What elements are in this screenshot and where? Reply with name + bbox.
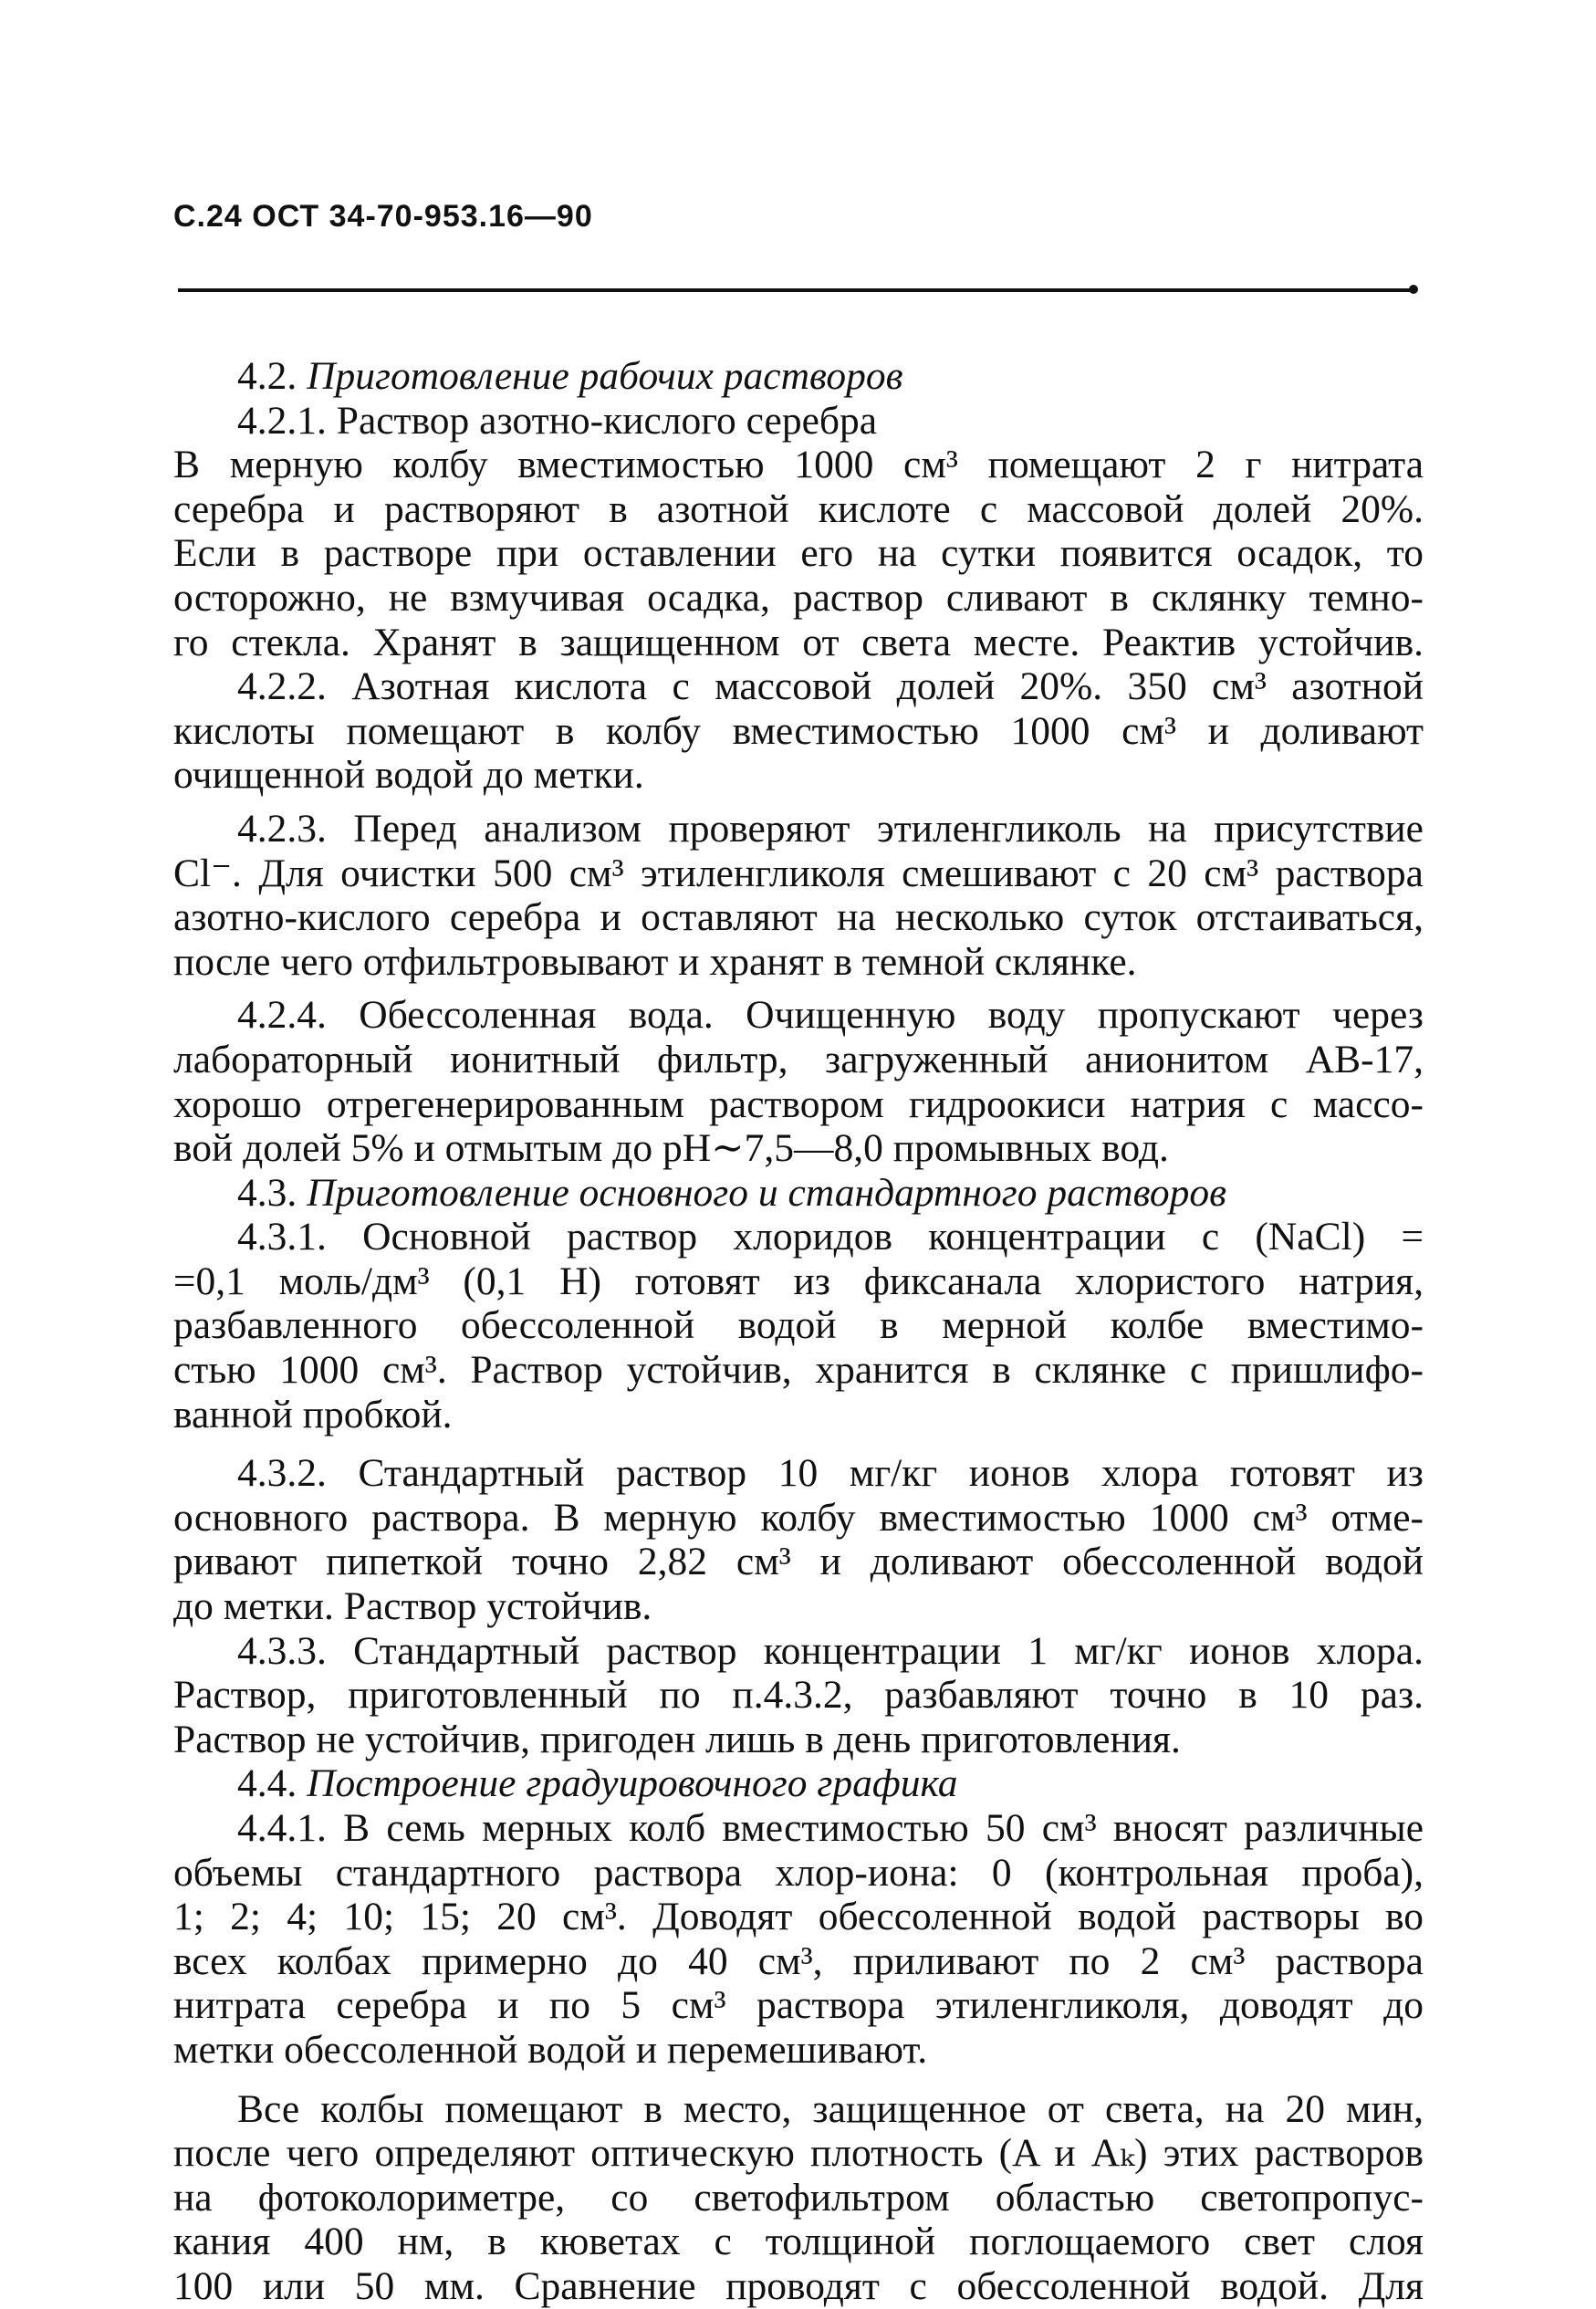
text-line: 4.4.1. В семь мерных колб вместимостью 50 см³ вносят различные [237, 1806, 1424, 1850]
text-line: нитрата серебра и по 5 см³ раствора этиленгликоля, доводят до [173, 1983, 1424, 2028]
text-line: разбавленного обессоленной водой в мерной колбе вместимо- [173, 1303, 1424, 1348]
text-line: 4.2.2. Азотная кислота с массовой долей 20%. 350 см³ азотной [237, 664, 1424, 709]
text-line: до метки. Раствор устойчив. [173, 1584, 652, 1629]
text-line: ванной пробкой. [173, 1392, 453, 1437]
text-line: серебра и растворяют в азотной кислоте с массовой долей 20%. [173, 486, 1424, 531]
section-heading-4-3 [173, 1171, 1424, 1216]
text-line: осторожно, не взмучивая осадка, раствор сливают в склянку темно- [173, 575, 1424, 620]
text-line: стью 1000 см³. Раствор устойчив, хранится в склянке с пришлифо- [173, 1348, 1424, 1393]
text-line: 4.3.3. Стандартный раствор концентрации 1 мг/кг ионов хлора. [237, 1628, 1424, 1673]
text-line: Если в растворе при оставлении его на сутки появится осадок, то [173, 531, 1424, 576]
text-line: всех колбах примерно до 40 см³, приливают по 2 см³ раствора [173, 1938, 1424, 1983]
text-line: го стекла. Хранят в защищенном от света месте. Реактив устойчив. [173, 620, 1424, 664]
text-line: 4.2.3. Перед анализом проверяют этиленгликоль на присутствие [237, 806, 1424, 851]
paragraph-gap [173, 2073, 1424, 2087]
section-title: Приготовление основного и стандартного растворов [307, 1170, 1227, 1215]
text-line: после чего отфильтровывают и хранят в темной склянке. [173, 939, 1137, 984]
text-line: Все колбы помещают в место, защищенное от света, на 20 мин, [237, 2086, 1424, 2131]
section-title: Приготовление рабочих растворов [307, 354, 903, 398]
text-line: 4.3.1. Основной раствор хлоридов концентрации c (NaCl) = [237, 1215, 1424, 1259]
text-line: =0,1 моль/дм³ (0,1 Н) готовят из фиксанала хлористого натрия, [173, 1259, 1424, 1303]
text-line: 4.2.4. Обессоленная вода. Очищенную воду пропускают через [237, 993, 1424, 1038]
text-line: основного раствора. В мерную колбу вместимостью 1000 см³ отме- [173, 1495, 1424, 1540]
subsection-heading: 4.2.1. Раствор азотно-кислого серебра [237, 398, 878, 443]
text-line: 100 или 50 мм. Сравнение проводят с обессоленной водой. Для [173, 2263, 1424, 2308]
text-line: Раствор не устойчив, пригоден лишь в день приготовления. [173, 1717, 1181, 1761]
header-rule-end-mark [1409, 285, 1418, 294]
section-title: Построение градуировочного графика [307, 1761, 958, 1806]
document-body [173, 354, 1424, 2309]
section-heading-4-2 [173, 354, 1424, 399]
section-number: 4.2. [237, 354, 297, 398]
text-line: ривают пипеткой точно 2,82 см³ и доливают обессоленной водой [173, 1540, 1424, 1584]
text-line: объемы стандартного раствора хлор-иона: 0 (контрольная проба), [173, 1850, 1424, 1895]
text-line: 1; 2; 4; 10; 15; 20 см³. Доводят обессоленной водой растворы во [173, 1895, 1424, 1939]
text-line: метки обессоленной водой и перемешивают. [173, 2027, 928, 2072]
text-line: после чего определяют оптическую плотность (A и Aₖ) этих растворов [173, 2131, 1424, 2176]
text-line: кания 400 нм, в кюветах с толщиной поглощаемого свет слоя [173, 2220, 1424, 2264]
text-line: Раствор, приготовленный по п.4.3.2, разбавляют точно в 10 раз. [173, 1673, 1424, 1718]
text-line: кислоты помещают в колбу вместимостью 1000 см³ и доливают [173, 708, 1424, 753]
text-line: Cl⁻. Для очистки 500 см³ этиленгликоля смешивают с 20 см³ раствора [173, 851, 1424, 895]
paragraph-gap [173, 798, 1424, 807]
text-line: лабораторный ионитный фильтр, загруженный анионитом АВ-17, [173, 1037, 1424, 1081]
section-number: 4.4. [237, 1761, 297, 1806]
section-heading-4-4 [173, 1761, 1424, 1806]
text-line: азотно-кислого серебра и оставляют на несколько суток отстаиваться, [173, 895, 1424, 940]
header-rule [178, 288, 1414, 292]
text-line: очищенной водой до метки. [173, 753, 644, 798]
text-line: хорошо отрегенерированным раствором гидроокиси натрия с массо- [173, 1081, 1424, 1126]
paragraph-gap [173, 1437, 1424, 1451]
paragraph-gap [173, 984, 1424, 993]
text-line: В мерную колбу вместимостью 1000 см³ помещают 2 г нитрата [173, 443, 1424, 487]
section-number: 4.3. [237, 1170, 297, 1215]
text-line: вой долей 5% и отмытым до pH∼7,5—8,0 промывных вод. [173, 1126, 1169, 1171]
text-line: 4.3.2. Стандартный раствор 10 мг/кг ионов хлора готовят из [237, 1451, 1424, 1496]
page-header: С.24 ОСТ 34-70-953.16—90 [173, 199, 593, 234]
text-line: на фотоколориметре, со светофильтром областью светопропус- [173, 2175, 1424, 2220]
